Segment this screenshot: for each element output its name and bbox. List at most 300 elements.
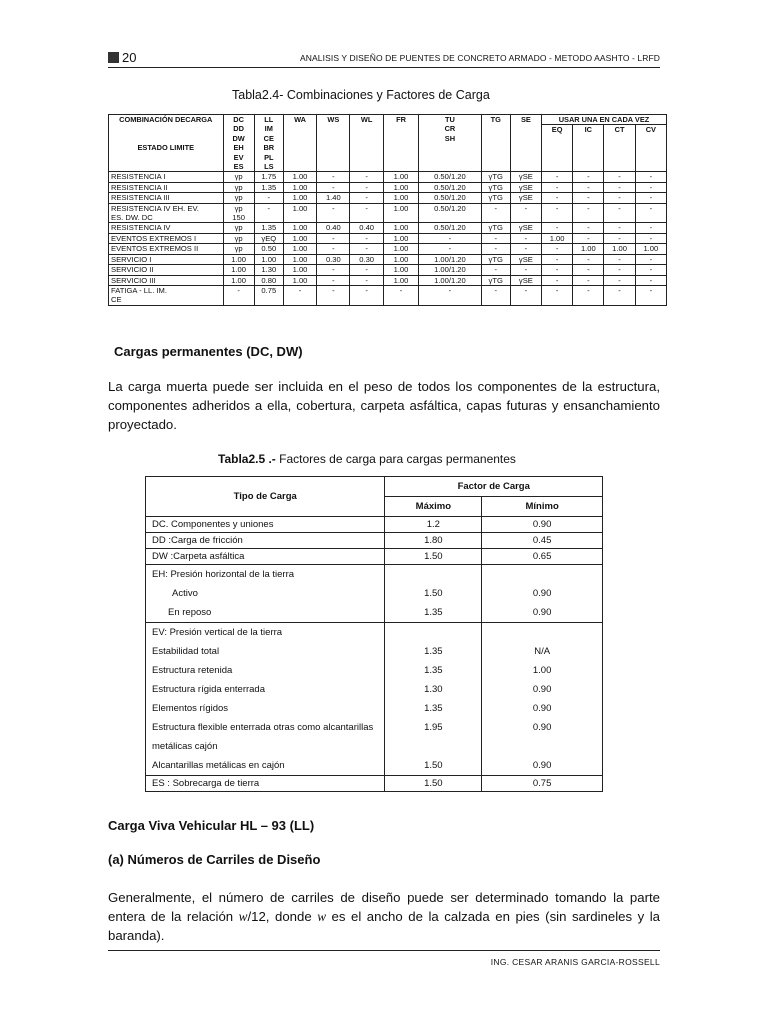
cell-dc (223, 172, 254, 182)
cell-se (510, 265, 541, 275)
cell-value: - (587, 203, 590, 213)
cell-fr (383, 233, 418, 243)
row-min: 0.75 (482, 776, 603, 792)
table-row (109, 275, 667, 285)
cell-ll (254, 254, 283, 264)
cv-header: CV (635, 125, 666, 172)
max-header: Máximo (385, 497, 482, 517)
cell-value: 1.00 (292, 193, 308, 203)
table-row-group-ev (146, 623, 603, 776)
cell-value: γSE (518, 275, 533, 285)
cell-value: - (555, 193, 559, 203)
cell-value: - (494, 244, 497, 254)
cell-wl (350, 254, 383, 264)
row-min: 0.45 (482, 533, 603, 549)
cell-cv (635, 275, 666, 285)
cell-eq (542, 193, 573, 203)
cell-eq (542, 172, 573, 182)
cell-fr (383, 172, 418, 182)
eh-min-cell (482, 565, 603, 623)
cell-ic (573, 193, 604, 203)
row-label-line: EVENTOS EXTREMOS II (111, 244, 199, 254)
ev-item-max: 1.30 (424, 684, 443, 695)
ev-item-max: 1.95 (424, 722, 443, 733)
cell-dc (223, 223, 254, 233)
row-label-line: SERVICIO I (111, 254, 152, 264)
design-lanes-paragraph (108, 888, 660, 945)
wa-header: WA (283, 115, 316, 172)
dc-header (223, 115, 254, 172)
var-w: w (317, 909, 326, 924)
cell-ll (254, 203, 283, 223)
cell-value: - (365, 182, 368, 192)
ev-item-min (488, 737, 596, 756)
cell-value: γTG (488, 172, 503, 182)
cell-ll (254, 265, 283, 275)
cell-value: 0.50/1.20 (434, 223, 466, 233)
cell-dc (223, 182, 254, 192)
cell-value: - (494, 285, 497, 295)
cell-value: - (618, 182, 621, 192)
row-max: 1.50 (385, 776, 482, 792)
row-min: 0.90 (482, 517, 603, 533)
cell-dc (223, 203, 254, 223)
row-label (109, 265, 224, 275)
ws-header: WS (317, 115, 350, 172)
cell-value: - (587, 285, 590, 295)
cell-value: 0.30 (325, 254, 341, 264)
cell-ll (254, 285, 283, 305)
cell-se (510, 193, 541, 203)
para-text: /12, donde (247, 909, 318, 924)
table-2-5-caption-text: Factores de carga para cargas permanentes (275, 452, 516, 466)
cell-value: 1.00 (292, 265, 308, 275)
row-label (109, 203, 224, 223)
ll-header-line: BR (263, 143, 275, 153)
ev-item-label: metálicas cajón (152, 741, 218, 752)
combo-header (109, 115, 224, 172)
para-text: es el ancho de la calzada en pies (sin sardineles y la baranda). (108, 909, 661, 943)
ll-header-line: CE (263, 133, 274, 143)
cell-ic (573, 265, 604, 275)
cell-value: 1.00 (231, 254, 246, 264)
cell-value: - (649, 275, 653, 285)
cell-ct (604, 285, 635, 305)
factor-header: Factor de Carga (385, 477, 603, 497)
tu-header (419, 115, 481, 172)
cell-value: - (618, 203, 621, 213)
tg-header: TG (481, 115, 510, 172)
cell-tg (481, 265, 510, 275)
table-header-row (109, 115, 667, 125)
cell-ct (604, 233, 635, 243)
wl-header: WL (350, 115, 383, 172)
load-combinations-body (109, 172, 667, 305)
permanent-loads-paragraph: La carga muerta puede ser incluida en el peso de todos los componentes de la estructura, componentes adheridos a ella, cobertura, carpeta asfáltica, capas futuras y ensanchamiento proyectado. (108, 379, 660, 432)
ev-item-min: N/A (534, 646, 551, 657)
ev-item-max: 1.35 (424, 665, 443, 676)
cell-dc (223, 233, 254, 243)
cell-tg (481, 244, 510, 254)
cell-value: - (587, 182, 590, 192)
cell-value: - (524, 265, 528, 275)
cell-value: - (618, 265, 621, 275)
cell-wl (350, 223, 383, 233)
eh-group-label: EH: Presión horizontal de la tierra (152, 569, 295, 580)
ll-header-line: LL (264, 115, 274, 124)
cell-value: γEQ (261, 233, 277, 243)
ev-item-min: 0.90 (532, 703, 552, 714)
row-label (109, 254, 224, 264)
cell-value: - (365, 275, 368, 285)
cell-value: - (618, 223, 621, 233)
table-row (146, 533, 603, 549)
load-combinations-table (108, 114, 667, 306)
ll-header (254, 115, 283, 172)
permanent-loads-heading: Cargas permanentes (DC, DW) (114, 344, 303, 359)
cell-value: - (524, 285, 528, 295)
ev-min-cell (482, 623, 603, 776)
table-row (146, 549, 603, 565)
row-label (109, 233, 224, 243)
se-header: SE (510, 115, 541, 172)
row-label-line: RESISTENCIA III (111, 193, 170, 203)
cell-dc (223, 254, 254, 264)
cell-value: - (587, 193, 590, 203)
row-label (109, 285, 224, 305)
cell-cv (635, 172, 666, 182)
cell-se (510, 172, 541, 182)
cell-eq (542, 182, 573, 192)
cell-ws (317, 265, 350, 275)
table-row (109, 172, 667, 182)
cell-value: - (555, 203, 559, 213)
ev-item-max: 1.35 (424, 646, 443, 657)
cell-value: 1.75 (261, 172, 277, 182)
cell-ic (573, 172, 604, 182)
cell-ws (317, 193, 350, 203)
cell-value: - (649, 265, 653, 275)
cell-wa (283, 193, 316, 203)
combo-header-line1: COMBINACIÓN DECARGA (119, 115, 213, 124)
cell-wa (283, 182, 316, 192)
ic-header: IC (573, 125, 604, 172)
cell-wl (350, 233, 383, 243)
cell-value: 0.50 (261, 244, 277, 254)
cell-value: - (448, 233, 452, 243)
row-label-line: SERVICIO III (111, 275, 156, 285)
cell-fr (383, 275, 418, 285)
cell-value: 0.50/1.20 (434, 193, 466, 203)
eh-reposo-max: 1.35 (424, 607, 443, 618)
ev-item-label: Estructura rígida enterrada (152, 684, 266, 695)
cell-value: - (587, 275, 590, 285)
cell-tg (481, 203, 510, 223)
cell-value: - (587, 233, 590, 243)
cell-cv (635, 285, 666, 305)
cell-tu (419, 193, 481, 203)
eh-label-cell (146, 565, 385, 623)
table-2-5-caption-label: Tabla2.5 .- (218, 452, 276, 466)
cell-wa (283, 244, 316, 254)
cell-value: 1.00 (292, 182, 308, 192)
cell-value: - (267, 193, 271, 203)
var-w: w (238, 909, 248, 924)
row-label-line: FATIGA - LL. IM. (111, 285, 167, 295)
cell-se (510, 254, 541, 264)
table-row (109, 244, 667, 254)
row-label-line: ES. DW. DC (111, 213, 153, 223)
cell-value: - (555, 285, 559, 295)
ev-group-label: EV: Presión vertical de la tierra (152, 627, 283, 638)
cell-ic (573, 233, 604, 243)
eh-activo-max: 1.50 (424, 588, 443, 599)
cell-ll (254, 193, 283, 203)
cell-value: 1.35 (261, 223, 277, 233)
dc-header-line: DC (233, 115, 244, 124)
cell-value: - (365, 172, 368, 182)
cell-value: 1.00 (549, 233, 565, 243)
cell-value: - (365, 285, 368, 295)
row-label-line: RESISTENCIA IV EH. EV. (111, 203, 199, 213)
cell-value: 1.00 (393, 244, 409, 254)
cell-wl (350, 193, 383, 203)
cell-value: - (365, 233, 368, 243)
cell-value: 1.00 (643, 244, 659, 254)
row-min: 0.65 (482, 549, 603, 565)
combo-header-line2: ESTADO LIMITE (137, 143, 195, 153)
cell-cv (635, 223, 666, 233)
cell-fr (383, 193, 418, 203)
cell-fr (383, 203, 418, 223)
cell-ct (604, 172, 635, 182)
cell-dc (223, 265, 254, 275)
cell-value: - (298, 285, 302, 295)
cell-value: - (555, 254, 559, 264)
cell-value: 1.00 (231, 265, 246, 275)
cell-value: - (555, 223, 559, 233)
row-label-line: EVENTOS EXTREMOS I (111, 233, 197, 243)
cell-wl (350, 182, 383, 192)
cell-fr (383, 223, 418, 233)
cell-wl (350, 275, 383, 285)
cell-value: γSE (518, 223, 533, 233)
cell-tg (481, 233, 510, 243)
cell-tu (419, 172, 481, 182)
cell-value: γTG (488, 275, 503, 285)
row-label-line: RESISTENCIA II (111, 182, 168, 192)
page-header (108, 50, 660, 68)
cell-value: - (524, 244, 528, 254)
cell-wl (350, 203, 383, 223)
cell-value: 1.00 (292, 223, 308, 233)
cell-wa (283, 254, 316, 264)
row-label: DC. Componentes y uniones (146, 517, 385, 533)
cell-value: 0.50/1.20 (434, 182, 466, 192)
cell-wa (283, 233, 316, 243)
cell-value: 1.00 (292, 244, 308, 254)
cell-cv (635, 254, 666, 264)
cell-value: γSE (518, 182, 533, 192)
para-text: Generalmente, el número de carriles de diseño puede ser determinado tomando la parte entera de la relación (108, 890, 660, 924)
dc-header-line: EH (233, 143, 244, 153)
eh-reposo-min: 0.90 (532, 607, 552, 618)
cell-value: 1.00 (292, 233, 308, 243)
cell-ws (317, 223, 350, 233)
live-load-heading: Carga Viva Vehicular HL – 93 (LL) (108, 818, 315, 833)
cell-ic (573, 223, 604, 233)
cell-value: - (649, 182, 653, 192)
table-2-5-caption (218, 452, 516, 466)
row-max: 1.50 (385, 549, 482, 565)
cell-tg (481, 254, 510, 264)
cell-value: - (555, 265, 559, 275)
cell-wl (350, 285, 383, 305)
cell-value: γp (234, 223, 243, 233)
cell-ic (573, 254, 604, 264)
page-number-marker (108, 52, 119, 63)
row-label-line: RESISTENCIA I (111, 172, 166, 182)
cell-wa (283, 172, 316, 182)
ev-max-cell (385, 623, 482, 776)
cell-wa (283, 275, 316, 285)
cell-value: γSE (518, 254, 533, 264)
cell-ws (317, 244, 350, 254)
cell-value: γp (234, 182, 243, 192)
cell-ct (604, 182, 635, 192)
cell-cv (635, 244, 666, 254)
row-label (109, 275, 224, 285)
cell-tu (419, 223, 481, 233)
cell-ct (604, 203, 635, 223)
cell-value: - (399, 285, 403, 295)
eh-activo-min: 0.90 (532, 588, 552, 599)
cell-ws (317, 285, 350, 305)
cell-value: 1.40 (325, 193, 341, 203)
cell-eq (542, 233, 573, 243)
row-label (109, 223, 224, 233)
cell-value: - (618, 193, 621, 203)
cell-ic (573, 285, 604, 305)
ev-item-min: 0.90 (532, 684, 552, 695)
cell-eq (542, 265, 573, 275)
cell-value: - (524, 203, 528, 213)
cell-ws (317, 254, 350, 264)
cell-tu (419, 254, 481, 264)
cell-value: γTG (488, 254, 503, 264)
table-2-4-caption: Tabla2.4- Combinaciones y Factores de Carga (232, 88, 490, 102)
cell-value: - (618, 233, 621, 243)
cell-ct (604, 254, 635, 264)
cell-se (510, 182, 541, 192)
cell-ws (317, 172, 350, 182)
cell-wl (350, 265, 383, 275)
ev-item-label: Estabilidad total (152, 646, 220, 657)
cell-ws (317, 275, 350, 285)
cell-value: - (649, 172, 653, 182)
cell-ct (604, 275, 635, 285)
cell-tg (481, 182, 510, 192)
cell-value: γSE (518, 172, 533, 182)
ev-item-min: 1.00 (532, 665, 552, 676)
cell-value: - (267, 203, 271, 213)
table-row (109, 182, 667, 192)
table-row (146, 776, 603, 792)
cell-value: γp (234, 203, 243, 213)
cell-value: - (494, 233, 497, 243)
cell-value: γTG (488, 182, 503, 192)
cell-value: - (332, 265, 335, 275)
dc-header-line: DD (233, 124, 244, 134)
cell-fr (383, 244, 418, 254)
cell-ic (573, 182, 604, 192)
cell-value: 1.30 (261, 265, 277, 275)
cell-value: γTG (488, 193, 503, 203)
cell-wa (283, 223, 316, 233)
cell-eq (542, 285, 573, 305)
eh-activo-label: Activo (172, 588, 198, 599)
cell-fr (383, 285, 418, 305)
row-max: 1.80 (385, 533, 482, 549)
cell-wa (283, 203, 316, 223)
row-label (109, 193, 224, 203)
cell-value: - (587, 254, 590, 264)
cell-value: 1.00 (393, 233, 409, 243)
permanent-load-factors-table (145, 476, 603, 792)
cell-tu (419, 182, 481, 192)
cell-value: - (365, 244, 368, 254)
cell-value: 1.00/1.20 (434, 254, 466, 264)
cell-value: - (332, 275, 335, 285)
cell-fr (383, 182, 418, 192)
cell-value: 1.35 (261, 182, 277, 192)
cell-tg (481, 193, 510, 203)
cell-tu (419, 233, 481, 243)
dc-header-line: EV (233, 152, 244, 162)
table-row-group-eh (146, 565, 603, 623)
cell-tg (481, 275, 510, 285)
tu-header-line: CR (444, 124, 456, 134)
cell-tg (481, 172, 510, 182)
cell-value: - (555, 182, 559, 192)
cell-eq (542, 244, 573, 254)
cell-value: 1.00 (292, 172, 308, 182)
cell-value: - (555, 172, 559, 182)
cell-eq (542, 275, 573, 285)
cell-value: 0.40 (359, 223, 375, 233)
table-row (109, 193, 667, 203)
cell-ll (254, 223, 283, 233)
cell-value: - (365, 265, 368, 275)
cell-value: 1.00 (393, 182, 409, 192)
row-label (109, 172, 224, 182)
cell-ll (254, 244, 283, 254)
ev-item-min: 0.90 (532, 722, 552, 733)
cell-value: 1.00 (612, 244, 627, 254)
dc-header-line: DW (232, 133, 245, 143)
cell-tu (419, 265, 481, 275)
table-row (109, 203, 667, 223)
cell-value: - (332, 203, 335, 213)
row-max: 1.2 (385, 517, 482, 533)
cell-value: 1.00 (393, 265, 409, 275)
cell-cv (635, 233, 666, 243)
cell-ll (254, 182, 283, 192)
row-label: DD :Carga de fricción (146, 533, 385, 549)
ll-header-line: LS (264, 162, 274, 172)
min-header: Mínimo (482, 497, 603, 517)
cell-value: 1.00/1.20 (434, 265, 466, 275)
